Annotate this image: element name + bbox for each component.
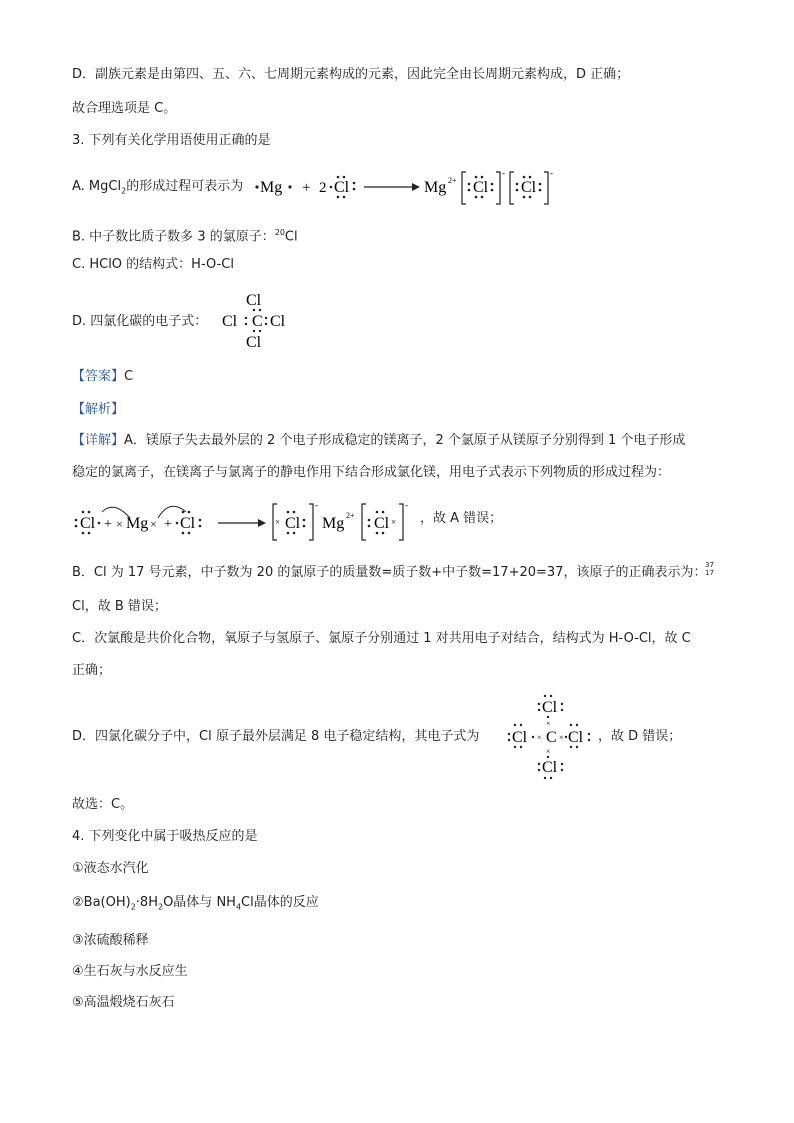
svg-text:2+: 2+	[448, 176, 457, 185]
svg-text:+: +	[104, 517, 112, 532]
svg-text:×: ×	[546, 747, 551, 756]
svg-text:Mg: Mg	[126, 515, 149, 532]
option-c-text: C. HClO 的结构式：H-O-Cl	[72, 257, 234, 272]
svg-text:Cl: Cl	[521, 179, 537, 196]
option-d-electron-formula	[220, 288, 300, 354]
option-d-text: D. 四氯化碳的电子式：	[72, 314, 208, 329]
svg-text:×: ×	[116, 517, 123, 531]
detail-a-formation-diagram	[72, 498, 422, 542]
svg-text:2+: 2+	[346, 511, 355, 520]
svg-text:Cl: Cl	[542, 759, 558, 776]
question-4-stem: 4. 下列变化中属于吸热反应的是	[72, 829, 258, 844]
detail-c-line-1: C．次氯酸是共价化合物，氧原子与氢原子、氯原子分别通过 1 对共用电子对结合，结构式为 H-O-Cl，故 C	[72, 631, 691, 646]
svg-text:Cl: Cl	[568, 729, 584, 746]
svg-text:Cl: Cl	[270, 313, 286, 330]
q4-item-1: ①液态水汽化	[72, 861, 149, 876]
svg-text:Cl: Cl	[246, 334, 262, 351]
svg-text:×: ×	[275, 517, 281, 527]
answer-line: 【答案】C	[72, 369, 134, 384]
svg-text:2: 2	[319, 180, 327, 196]
svg-text:Mg: Mg	[424, 179, 447, 196]
svg-text:Cl: Cl	[542, 699, 558, 716]
svg-text:-: -	[405, 500, 408, 510]
svg-text:Cl: Cl	[473, 179, 489, 196]
nuclide-notation: 37 17	[705, 561, 714, 577]
svg-text:C: C	[252, 313, 263, 330]
svg-text:Cl: Cl	[374, 515, 390, 532]
option-a-text: A. MgCl$_2$的形成过程可表示为	[72, 179, 244, 196]
svg-text:Cl: Cl	[222, 313, 238, 330]
q4-item-5: ⑤高温煅烧石灰石	[72, 995, 175, 1010]
q4-item-3: ③浓硫酸稀释	[72, 933, 149, 948]
detail-d-electron-formula	[506, 692, 598, 784]
detail-b-line-1: B．Cl 为 17 号元素，中子数为 20 的氯原子的质量数=质子数+中子数=17+20=37，该原子的正确表示为：	[72, 565, 707, 580]
svg-text:×: ×	[559, 733, 564, 742]
q4-item-2: $②Ba(OH)_2\cdot 8H_2O$晶体与 $NH_4Cl$晶体的反应	[72, 895, 319, 912]
svg-text:-: -	[502, 168, 505, 178]
svg-text:Cl: Cl	[80, 515, 96, 532]
svg-text:-: -	[550, 168, 553, 178]
option-a-formation-diagram	[252, 168, 562, 210]
mg-symbol: Mg	[260, 179, 283, 196]
svg-text:+: +	[164, 517, 172, 532]
detail-b-line-2: Cl，故 B 错误；	[72, 599, 167, 614]
svg-text:-: -	[315, 500, 318, 510]
conclusion: 故选：C。	[72, 797, 134, 812]
svg-text:+: +	[302, 180, 311, 196]
svg-text:×: ×	[150, 517, 157, 531]
text-line: 故合理选项是 C。	[72, 101, 177, 116]
svg-text:×: ×	[391, 517, 397, 527]
detail-a-line-1: 【详解】A．镁原子失去最外层的 2 个电子形成稳定的镁离子，2 个氯原子从镁原子分别得到 1 个电子形成	[72, 433, 686, 448]
detail-d-line-1: D．四氯化碳分子中，Cl 原子最外层满足 8 电子稳定结构，其电子式为	[72, 729, 480, 744]
question-3-stem: 3. 下列有关化学用语使用正确的是	[72, 133, 271, 148]
svg-text:Cl: Cl	[512, 729, 528, 746]
svg-text:×: ×	[537, 733, 542, 742]
q4-item-4: ④生石灰与水反应生	[72, 964, 188, 979]
svg-text:Cl: Cl	[180, 515, 196, 532]
detail-d-line-2: ，故 D 错误；	[598, 729, 682, 744]
detail-a-line-2: 稳定的氯离子，在镁离子与氯离子的静电作用下结合形成氯化镁，用电子式表示下列物质的形成过程为：	[72, 465, 671, 480]
text-line: D．副族元素是由第四、五、六、七周期元素构成的元素，因此完全由长周期元素构成，D 正确；	[72, 67, 630, 82]
option-b-text: B. 中子数比质子数多 3 的氯原子：$^{20}$Cl	[72, 228, 298, 245]
analysis-label: 【解析】	[72, 402, 125, 417]
svg-text:C: C	[546, 729, 557, 746]
detail-a-line-3: ，故 A 错误；	[420, 511, 503, 526]
svg-text:Cl: Cl	[285, 515, 301, 532]
svg-text:Mg: Mg	[322, 515, 345, 532]
svg-text:Cl: Cl	[334, 179, 350, 196]
svg-text:×: ×	[546, 719, 551, 728]
svg-text:Cl: Cl	[246, 292, 262, 309]
detail-c-line-2: 正确；	[72, 663, 112, 678]
